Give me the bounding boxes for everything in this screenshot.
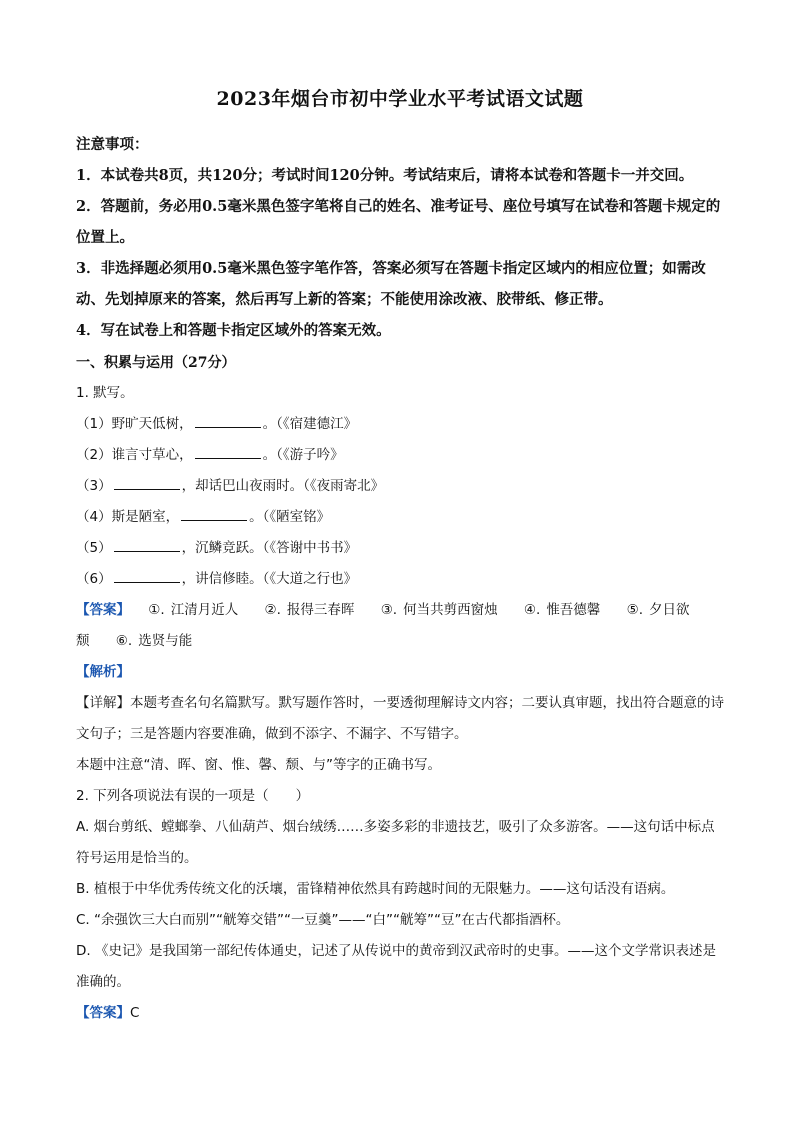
- line-prefix: （2）谁言寸草心，: [76, 447, 193, 463]
- option-d: D. 《史记》是我国第一部纪传体通史，记述了从传说中的黄帝到汉武帝时的史事。——这个文学常识表述是准确的。: [76, 943, 716, 990]
- line-prefix: （1）野旷天低树，: [76, 416, 193, 432]
- answer-number: ⑤.: [626, 602, 644, 618]
- answer-number: ⑥.: [115, 633, 133, 649]
- answer-item: [381, 602, 498, 618]
- line-suffix: 。（《游子吟》: [262, 447, 344, 463]
- detail-tag: 【详解】: [76, 695, 130, 711]
- answer-blank: [114, 475, 180, 490]
- answer-number: ④.: [523, 602, 541, 618]
- note-paragraph: 本题中注意“清、晖、窗、惟、馨、颓、与”等字的正确书写。: [76, 757, 441, 773]
- dictation-line: [76, 471, 724, 502]
- answer-text: 夕日欲颓: [76, 602, 690, 649]
- answer-blank: [181, 506, 247, 521]
- question-2: [76, 781, 724, 1029]
- notice-item: 2．答题前，务必用0.5毫米黑色签字笔将自己的姓名、准考证号、座位号填写在试卷和答题卡规定的位置上。: [76, 198, 721, 246]
- answer-item: [524, 602, 600, 618]
- answer-item: [116, 633, 192, 649]
- answer-blank: [114, 537, 180, 552]
- line-prefix: （3）: [76, 478, 112, 494]
- answer-number: ②.: [264, 602, 281, 618]
- line-prefix: （4）斯是陋室，: [76, 509, 180, 525]
- answer-text: 惟吾德馨: [546, 602, 601, 618]
- answer-number: ①.: [148, 602, 165, 618]
- detail-text: 本题考查名句名篇默写。默写题作答时，一要透彻理解诗文内容；二要认真审题，找出符合题意的诗文句子；三是答题内容要准确，做到不添字、不漏字、不写错字。: [76, 695, 724, 742]
- answer-blank: [114, 568, 180, 583]
- line-suffix: ，却话巴山夜雨时。（《夜雨寄北》: [181, 478, 385, 494]
- line-suffix: ，沉鳞竞跃。（《答谢中书书》: [181, 540, 358, 556]
- notice-item: 3．非选择题必须用0.5毫米黑色签字笔作答，答案必须写在答题卡指定区域内的相应位置；如需改动、先划掉原来的答案，然后再写上新的答案；不能使用涂改液、胶带纸、修正带。: [76, 260, 706, 308]
- answer-text: 何当共剪西窗烛: [403, 602, 498, 618]
- answer-text: C: [130, 1005, 140, 1021]
- answer-text: 江清月近人: [170, 602, 239, 618]
- line-prefix: （5）: [76, 540, 112, 556]
- dictation-line: [76, 409, 724, 440]
- line-suffix: 。（《陋室铭》: [249, 509, 331, 525]
- answer-blank: [195, 444, 261, 459]
- dictation-line: [76, 502, 724, 533]
- notice-item: 1．本试卷共8页，共120分；考试时间120分钟。考试结束后，请将本试卷和答题卡一并交回。: [76, 167, 694, 184]
- answer-number: ③.: [380, 602, 398, 618]
- question-1: [76, 378, 724, 781]
- question-stem: 1. 默写。: [76, 385, 134, 401]
- option-c: C. “余强饮三大白而别”“觥筹交错”“一豆羹”——“白”“觥筹”“豆”在古代都指酒杯。: [76, 912, 570, 928]
- notice-heading: 注意事项：: [76, 136, 149, 153]
- dictation-line: [76, 564, 724, 595]
- page-title: 2023年烟台市初中学业水平考试语文试题: [216, 88, 584, 110]
- answer-item: [265, 602, 355, 618]
- dictation-line: [76, 533, 724, 564]
- answer-text: 选贤与能: [138, 633, 193, 649]
- line-prefix: （6）: [76, 571, 112, 587]
- notice-section: [76, 129, 724, 346]
- answer-blank: [195, 413, 261, 428]
- line-suffix: ，讲信修睦。（《大道之行也》: [181, 571, 358, 587]
- option-a: A. 烟台剪纸、螳螂拳、八仙葫芦、烟台绒绣……多姿多彩的非遗技艺，吸引了众多游客。——这句话中标点符号运用是恰当的。: [76, 819, 715, 866]
- answer-line: [76, 595, 724, 657]
- option-b: B. 植根于中华优秀传统文化的沃壤，雷锋精神依然具有跨越时间的无限魅力。——这句话没有语病。: [76, 881, 675, 897]
- analysis-tag: 【解析】: [76, 664, 130, 680]
- question-stem: 2. 下列各项说法有误的一项是（ ）: [76, 788, 310, 804]
- answer-tag: 【答案】: [76, 1005, 130, 1021]
- answer-text: 报得三春晖: [286, 602, 355, 618]
- section-heading: 一、积累与运用（27分）: [76, 355, 236, 371]
- answer-tag: 【答案】: [76, 602, 130, 618]
- notice-item: 4．写在试卷上和答题卡指定区域外的答案无效。: [76, 322, 391, 339]
- line-suffix: 。（《宿建德江》: [262, 416, 358, 432]
- detail-paragraph: [76, 688, 724, 750]
- answer-item: [148, 602, 238, 618]
- dictation-line: [76, 440, 724, 471]
- answer-line: [76, 998, 724, 1029]
